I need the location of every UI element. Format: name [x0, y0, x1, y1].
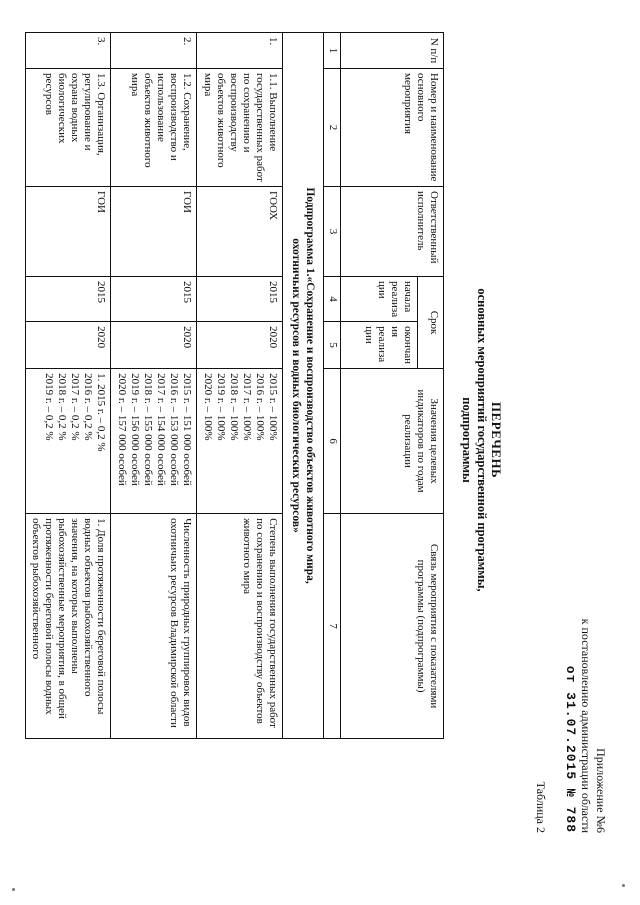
indicator-line: 2017 г. – 154 000 особей: [155, 373, 167, 486]
subprogram-heading: [283, 33, 324, 739]
document-title: [459, 160, 504, 720]
row-start: 2015: [26, 277, 111, 322]
header-name: Номер и наименование основного мероприятия: [341, 69, 444, 187]
indicator-line: 2015 г. – 100%: [267, 373, 279, 441]
indicator-line: 2017 г. – 0,2 %: [69, 373, 81, 441]
indicator-line: 2019 г. – 100%: [215, 373, 227, 441]
row-num: 2.: [111, 33, 197, 69]
row-name: 1.1. Выполнение государственных работ по сохранению и воспроизводству объектов животного мира: [197, 69, 283, 187]
row-end: 2020: [111, 322, 197, 369]
row-executor: ГОИ: [111, 187, 197, 277]
indicator-line: 2015 г. – 151 000 особей: [181, 373, 193, 486]
column-number: 5: [324, 322, 341, 369]
table-row: [197, 33, 283, 739]
row-link: Численность природных группировок видов охотничьих ресурсов Владимирской области: [111, 514, 197, 739]
row-end: 2020: [26, 322, 111, 369]
table-number: Таблица 2: [534, 781, 548, 833]
row-name: 1.3. Организация, регулирование и охрана водных биологических ресурсов: [26, 69, 111, 187]
header-link: Связь мероприятия с показателями программы (подпрограммы): [341, 514, 444, 739]
indicator-line: 2018 г. – 100%: [228, 373, 240, 441]
subprogram-line-1: Подпрограмма 1.«Сохранение и воспроизводство объектов животного мира,: [304, 187, 316, 584]
subprogram-row: [283, 33, 324, 739]
indicator-line: 2016 г. – 0,2 %: [82, 373, 94, 441]
header-num: N п/п: [341, 33, 444, 69]
appendix-block: [563, 619, 608, 833]
row-executor: ГОИ: [26, 187, 111, 277]
row-end: 2020: [197, 322, 283, 369]
title-line-1: ПЕРЕЧЕНЬ: [489, 401, 504, 479]
indicator-line: 2017 г. – 100%: [241, 373, 253, 441]
header-end: окончан ия реализа ции: [341, 322, 418, 369]
row-link: 1. Доля протяженности береговой полосы водных объектов рыбохозяйственного значения, на которых выполнены рыбохозяйственные мероприятия, в общей протяженности береговой полосы водных объектов рыбохозяйственного: [26, 514, 111, 739]
appendix-line-2: к постановлению администрации области: [579, 618, 593, 833]
column-number: 1: [324, 33, 341, 69]
row-indicators: [197, 369, 283, 514]
indicator-line: 2020 г. – 100%: [202, 373, 214, 441]
scan-speck: [622, 884, 625, 887]
indicator-line: 2018 г. – 155 000 особей: [142, 373, 154, 486]
indicator-line: 2018 г. – 0,2 %: [56, 373, 68, 441]
column-number: 2: [324, 69, 341, 187]
column-number: 6: [324, 369, 341, 514]
row-link: Степень выполнения государственных работ по сохранению и воспроизводству объектов животного мира: [197, 514, 283, 739]
row-num: 1.: [197, 33, 283, 69]
header-term: Срок: [417, 277, 443, 369]
title-line-2: основных мероприятий государственной программы,: [475, 288, 489, 592]
header-indicators: Значения целевых индикаторов по годам реализации: [341, 369, 444, 514]
measures-table: [25, 32, 444, 739]
appendix-decree-ref: от 31.07.2015 № 788: [563, 665, 578, 833]
row-executor: ГООХ: [197, 187, 283, 277]
subprogram-line-2: охотничьих ресурсов и водных биологических ресурсов»: [290, 238, 302, 533]
column-number: 7: [324, 514, 341, 739]
indicator-line: 2019 г. – 0,2 %: [43, 373, 55, 441]
header-start: начала реализа ции: [341, 277, 418, 322]
title-line-3: подпрограммы: [460, 397, 474, 483]
row-start: 2015: [197, 277, 283, 322]
table-row: [26, 33, 111, 739]
indicator-line: 2016 г. – 100%: [254, 373, 266, 441]
indicator-line: 2019 г. – 156 000 особей: [129, 373, 141, 486]
header-row-1: [417, 33, 443, 739]
indicator-line: 2020 г. – 157 000 особей: [116, 373, 128, 486]
row-indicators: [111, 369, 197, 514]
scan-speck: [12, 888, 15, 891]
appendix-line-1: Приложение №6: [594, 748, 608, 833]
row-name: 1.2. Сохранение, воспроизводство и использование объектов животного мира: [111, 69, 197, 187]
row-start: 2015: [111, 277, 197, 322]
row-num: 3.: [26, 33, 111, 69]
indicator-line: 1. 2015 г. – 0,2 %: [95, 373, 107, 452]
header-executor: Ответственный исполнитель: [341, 187, 444, 277]
column-number: 3: [324, 187, 341, 277]
table-row: [111, 33, 197, 739]
indicator-line: 2016 г. – 153 000 особей: [168, 373, 180, 486]
column-number: 4: [324, 277, 341, 322]
row-indicators: [26, 369, 111, 514]
column-number-row: [324, 33, 341, 739]
